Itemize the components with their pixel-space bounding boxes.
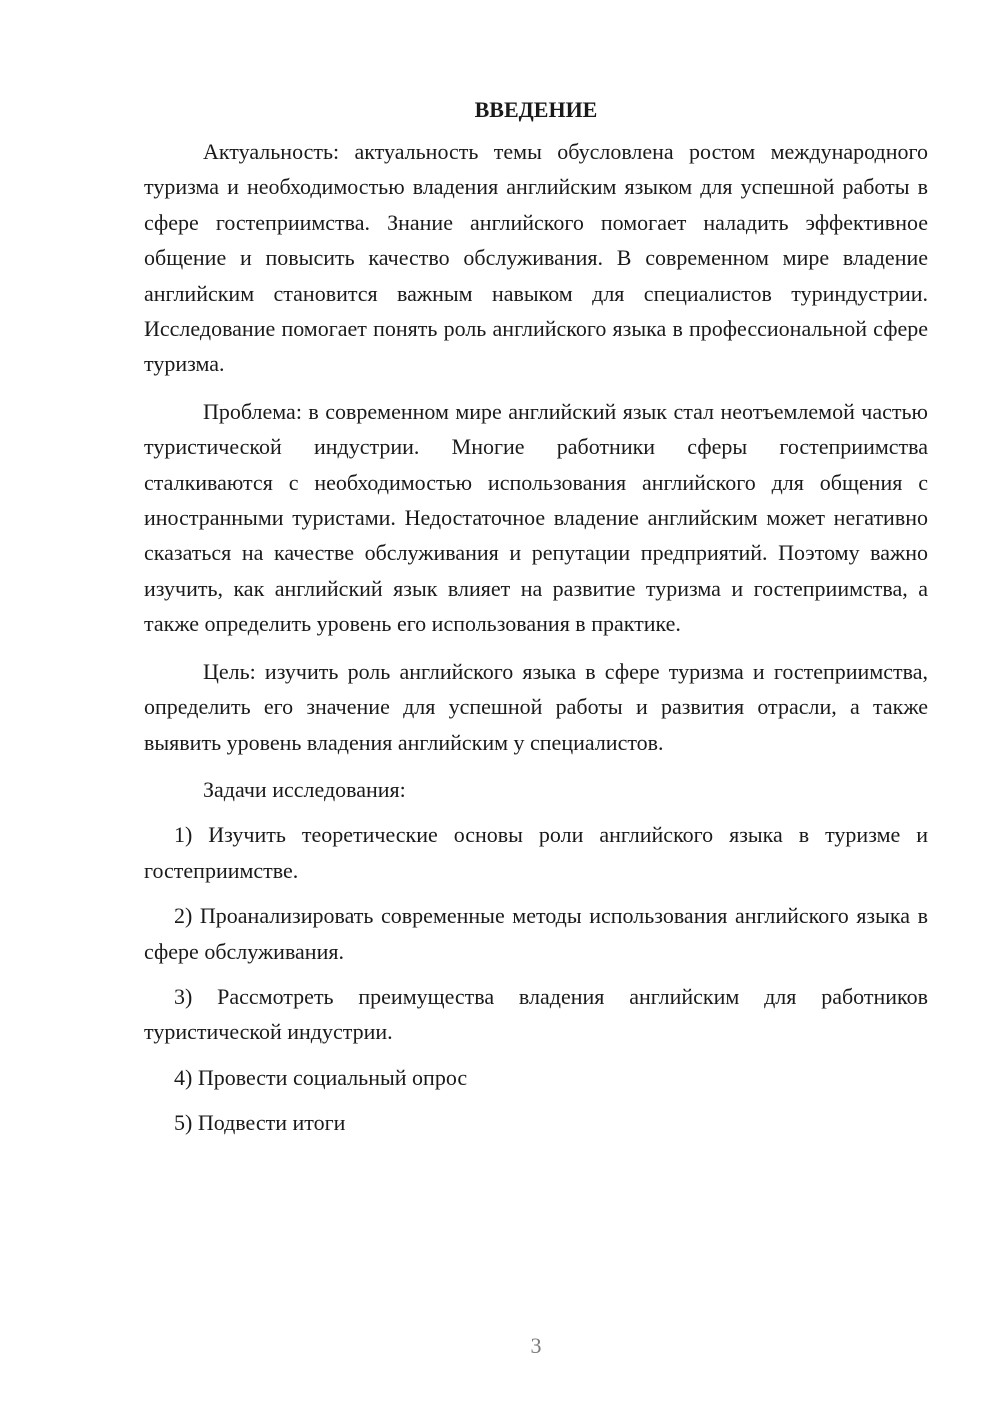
task-item-4: 4) Провести социальный опрос [174,1064,468,1090]
document-page [144,92,928,1151]
task-item-2: 2) Проанализировать современные методы использования английского языка в сфере обслуживания. [144,903,928,964]
paragraph-goal: Цель: изучить роль английского языка в сфере туризма и гостеприимства, определить его значение для успешной работы и развития отрасли, а также выявить уровень владения английским у специалистов. [144,658,928,755]
page-number: 3 [530,1333,542,1358]
paragraph-relevance: Актуальность: актуальность темы обусловлена ростом международного туризма и необходимостью владения английским языком для успешной работы в сфере гостеприимства. Знание английского помогает наладить эффективное общение и повысить качество обслуживания. В современном мире владение английским становится важным навыком для специалистов туриндустрии. Исследование помогает понять роль английского языка в профессиональной сфере туризма. [144,139,928,377]
tasks-heading: Задачи исследования: [203,776,406,802]
page-title: ВВЕДЕНИЕ [474,97,598,122]
paragraph-problem: Проблема: в современном мире английский язык стал неотъемлемой частью туристической индустрии. Многие работники сферы гостеприимства сталкиваются с необходимостью использования английского для общения с иностранными туристами. Недостаточное владение английским может негативно сказаться на качестве обслуживания и репутации предприятий. Поэтому важно изучить, как английский язык влияет на развитие туризма и гостеприимства, а также определить уровень его использования в практике. [144,398,928,637]
task-item-5: 5) Подвести итоги [174,1110,346,1136]
task-item-1: 1) Изучить теоретические основы роли английского языка в туризме и гостеприимстве. [144,822,928,883]
task-item-3: 3) Рассмотреть преимущества владения английским для работников туристической индустрии. [144,983,928,1045]
